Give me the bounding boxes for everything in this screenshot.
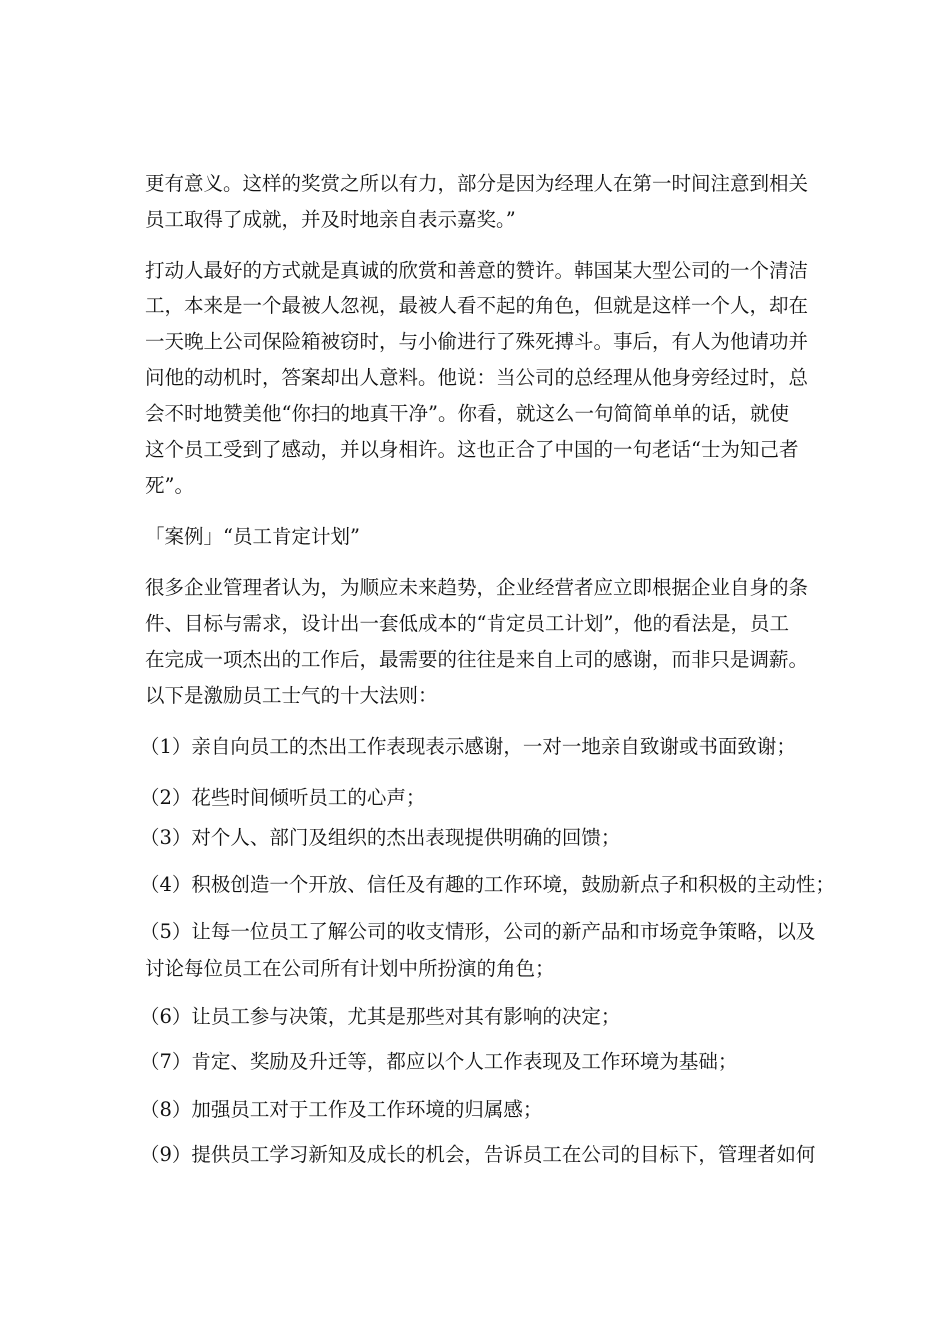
- list-item: （7）肯定、奖励及升迁等，都应以个人工作表现及工作环境为基础；: [140, 1050, 738, 1073]
- list-item-continuation: 讨论每位员工在公司所有计划中所扮演的角色；: [145, 957, 555, 980]
- paragraph-line: 打动人最好的方式就是真诚的欣赏和善意的赞许。韩国某大型公司的一个清洁: [145, 259, 809, 282]
- paragraph-line: 工，本来是一个最被人忽视，最被人看不起的角色，但就是这样一个人，却在: [145, 294, 809, 317]
- paragraph-line: 问他的动机时，答案却出人意料。他说：当公司的总经理从他身旁经过时，总: [145, 366, 809, 389]
- paragraph-line: 员工取得了成就，并及时地亲自表示嘉奖。”: [145, 208, 516, 231]
- paragraph-line: 在完成一项杰出的工作后，最需要的往往是来自上司的感谢，而非只是调薪。: [145, 648, 809, 671]
- list-item: （2）花些时间倾听员工的心声；: [140, 786, 426, 809]
- list-item: （5）让每一位员工了解公司的收支情形，公司的新产品和市场竞争策略，以及: [140, 920, 816, 943]
- list-item: （4）积极创造一个开放、信任及有趣的工作环境，鼓励新点子和积极的主动性；: [140, 873, 835, 896]
- paragraph-line: 很多企业管理者认为，为顺应未来趋势，企业经营者应立即根据企业自身的条: [145, 576, 809, 599]
- paragraph-line: 死”。: [145, 474, 194, 497]
- paragraph-line: 以下是激励员工士气的十大法则：: [145, 684, 438, 707]
- paragraph-line: 一天晚上公司保险箱被窃时，与小偷进行了殊死搏斗。事后，有人为他请功并: [145, 330, 809, 353]
- section-heading: 「案例」“员工肯定计划”: [145, 525, 360, 548]
- paragraph-line: 会不时地赞美他“你扫的地真干净”。你看，就这么一句简简单单的话，就使: [145, 402, 789, 425]
- paragraph-line: 件、目标与需求，设计出一套低成本的“肯定员工计划”，他的看法是，员工: [145, 612, 789, 635]
- paragraph-line: 这个员工受到了感动，并以身相许。这也正合了中国的一句老话“士为知己者: [145, 438, 799, 461]
- list-item: （3）对个人、部门及组织的杰出表现提供明确的回馈；: [140, 826, 621, 849]
- list-item: （9）提供员工学习新知及成长的机会，告诉员工在公司的目标下，管理者如何: [140, 1143, 816, 1166]
- paragraph-line: 更有意义。这样的奖赏之所以有力，部分是因为经理人在第一时间注意到相关: [145, 172, 809, 195]
- list-item: （6）让员工参与决策，尤其是那些对其有影响的决定；: [140, 1005, 621, 1028]
- list-item: （1）亲自向员工的杰出工作表现表示感谢，一对一地亲自致谢或书面致谢；: [140, 735, 796, 758]
- list-item: （8）加强员工对于工作及工作环境的归属感；: [140, 1098, 543, 1121]
